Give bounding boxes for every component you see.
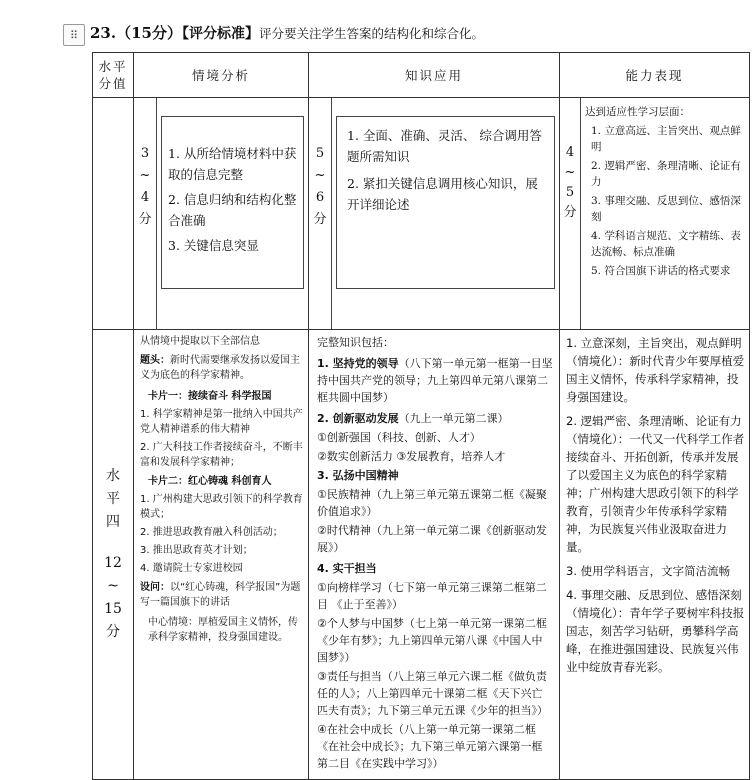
list-item: 3. 事理交融、反思到位、感悟深刻: [591, 195, 741, 223]
list-item: 4. 邀请院士专家进校园: [140, 563, 243, 574]
list-item: 3. 关键信息突显: [168, 238, 259, 253]
list-item: 1. 从所给情境材料中获取的信息完整: [168, 146, 297, 182]
level4-knowledge-cell: [309, 330, 560, 780]
level3-knowledge-cell: [309, 98, 560, 330]
list-item: 1. 全面、准确、灵活、 综合调用答题所需知识: [347, 128, 542, 164]
list-item: 2. 推进思政教育融入科创活动；: [140, 527, 283, 538]
list-item: 5. 符合国旗下讲话的格式要求: [591, 265, 731, 277]
knowledge-section-1: 1. 坚持党的领导（八下第一单元第一框第一目坚持中国共产党的领导；九上第四单元第八课第二框共圆中国梦）: [317, 357, 553, 404]
level3-ability-box: [581, 98, 749, 329]
situation-intro: 从情境中提取以下全部信息: [140, 336, 260, 347]
grading-tag: 【评分标准】: [181, 26, 259, 42]
card2-title: 卡片二：红心铸魂 科创育人: [148, 476, 272, 487]
knowledge-section-2: 2. 创新驱动发展（九上一单元第二课）: [317, 412, 509, 425]
list-item: 2. 广大科技工作者接续奋斗，不断丰富和发展科学家精神；: [140, 442, 303, 468]
header-level-line1: 水平: [98, 59, 128, 74]
header-situation: 情境分析: [134, 53, 309, 98]
list-item: ③责任与担当（八上第三单元六课二框《做负责任的人》；八上第四单元十课第二框《天下兴亡匹夫有责》；九下第三单元五课《少年的担当》）: [317, 670, 548, 717]
level4-label-cell: 水 平 四 12 ~ 15 分: [93, 330, 134, 780]
list-item: 1. 科学家精神是第一批纳入中国共产党人精神谱系的伟大精神: [140, 409, 303, 435]
header-level-line2: 分值: [98, 76, 128, 91]
header-knowledge: 知识应用: [309, 53, 560, 98]
knowledge-section-3: 3. 弘扬中国精神: [317, 469, 399, 482]
ability-point-2: 2. 逻辑严密、条理清晰、论证有力（情境化）：一代又一代科学工作者接续奋斗、开拓创新，传承并发展了以爱国主义为底色的科学家精神；广州构建大思政引领下的科学教育，引领青少年传承科学家精神，为民族复兴伟业汲取奋进力量。: [566, 414, 745, 554]
knowledge-section-4: 4. 实干担当: [317, 562, 377, 575]
header-level-score: [93, 53, 134, 98]
level3-ability-cell: [560, 98, 750, 330]
grading-table: [92, 52, 750, 780]
list-item: ④在社会中成长（八上第一单元第一课第二框《在社会中成长》；九下第三单元第六课第一框第二目《在实践中学习》）: [317, 723, 543, 770]
list-item: 1. 立意高远、主旨突出、观点鲜明: [591, 125, 741, 153]
level3-situation-cell: [134, 98, 309, 330]
list-item: ②个人梦与中国梦（七上第一单元第一课第二框《少年有梦》；九上第四单元第八课《中国人中国梦》）: [317, 617, 547, 664]
table-header-row: [93, 53, 750, 98]
level4-row: [93, 330, 750, 780]
level3-knowledge-score: 5 ~ 6 分: [309, 98, 332, 329]
list-item: 2. 信息归纳和结构化整合准确: [168, 192, 297, 228]
list-item: ①向榜样学习（七下第一单元第三课第二框第二目 《止于至善》）: [317, 581, 547, 611]
level4-ability-cell: [560, 330, 750, 780]
question-number: 23.（15分）: [90, 24, 182, 42]
level3-ability-score: 4 ~ 5 分: [560, 98, 581, 329]
level3-row: [93, 98, 750, 330]
question-header: [90, 22, 484, 43]
list-item: 2. 逻辑严密、条理清晰、论证有力: [591, 160, 741, 188]
situation-center: 中心情境：厚植爱国主义情怀，传承科学家精神，投身强国建设。: [148, 617, 298, 643]
situation-ask: 设问：以“红心铸魂，科学报国”为题写一篇国旗下的讲话: [140, 582, 301, 608]
list-item: ①民族精神（九上第三单元第五课第二框《凝聚价值追求》）: [317, 488, 547, 518]
level3-knowledge-box: [336, 116, 555, 289]
ability-point-1: 1. 立意深刻，主旨突出，观点鲜明（情境化）：新时代青少年要厚植爱国主义情怀，传承科学家精神，投身强国建设。: [566, 336, 745, 404]
header-ability: 能力表现: [560, 53, 750, 98]
list-item: 1. 广州构建大思政引领下的科学教育模式；: [140, 494, 303, 520]
level3-label-cell: [93, 98, 134, 330]
list-item: 3. 推出思政育英才计划；: [140, 545, 253, 556]
ability-point-3: 3. 使用学科语言，文字简洁流畅: [566, 564, 731, 578]
ability-point-4: 4. 事理交融、反思到位、感悟深刻（情境化）：青年学子要树牢科技报国志，刻苦学习钻研，勇攀科学高峰，在推进强国建设、民族复兴伟业中绽放青春光彩。: [566, 588, 745, 674]
level4-situation-cell: [134, 330, 309, 780]
ability-intro: 达到适应性学习层面：: [585, 106, 690, 118]
situation-title: 题头：新时代需要继承发扬以爱国主义为底色的科学家精神。: [140, 355, 300, 381]
move-handle-icon[interactable]: ⠿: [63, 24, 85, 46]
card1-title: 卡片一：接续奋斗 科学报国: [148, 391, 272, 402]
level3-situation-box: [161, 116, 304, 289]
list-item: 2. 紧扣关键信息调用核心知识，展开详细论述: [347, 176, 538, 212]
list-item: ②数实创新活力 ③发展教育，培养人才: [317, 450, 506, 463]
list-item: ②时代精神（九上第一单元第二课《创新驱动发展》）: [317, 524, 547, 554]
list-item: 4. 学科语言规范、文字精练、表达流畅、标点准确: [591, 230, 741, 258]
level3-situation-score: 3 ~ 4 分: [134, 98, 157, 329]
knowledge-intro: 完整知识包括：: [317, 336, 394, 349]
list-item: ①创新强国（科技、创新、人才）: [317, 431, 481, 444]
grading-note: 评分要关注学生答案的结构化和综合化。: [258, 26, 484, 41]
